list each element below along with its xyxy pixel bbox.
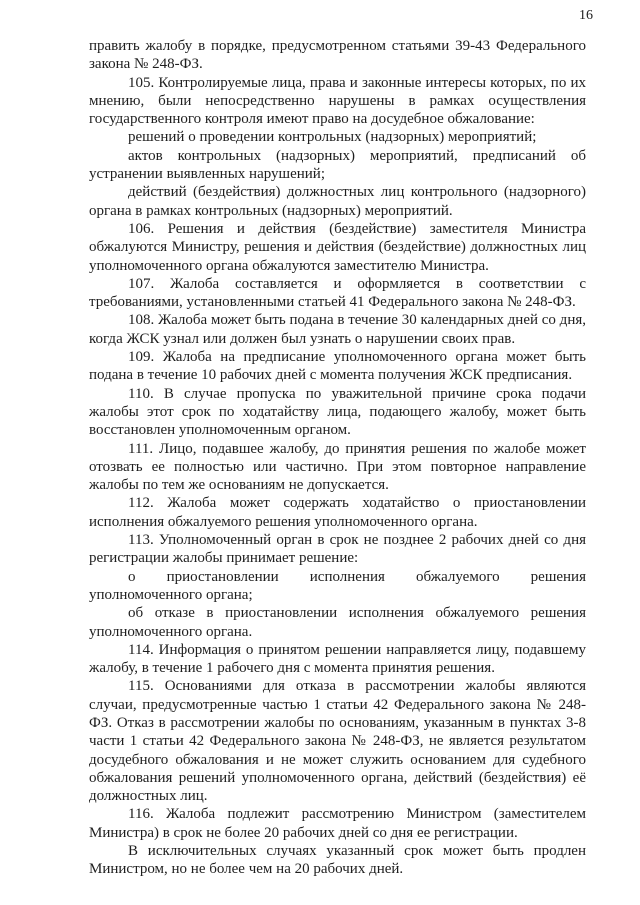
paragraph-107: 107. Жалоба составляется и оформляется в соответствии с требованиями, установленными статьей 41 Федерального закона № 248-ФЗ. — [89, 275, 586, 311]
document-body — [89, 37, 586, 879]
paragraph-109: 109. Жалоба на предписание уполномоченного органа может быть подана в течение 10 рабочих дней с момента получения ЖСК предписания. — [89, 349, 586, 384]
paragraph-105: 105. Контролируемые лица, права и законные интересы которых, по их мнению, были непосредственно нарушены в рамках осуществления государственного контроля имеют право на досудебное обжалование: — [89, 74, 586, 128]
paragraph-113-item-refuse: об отказе в приостановлении исполнения обжалуемого решения уполномоченного органа. — [89, 605, 586, 640]
paragraph-108: 108. Жалоба может быть подана в течение 30 календарных дней со дня, когда ЖСК узнал или должен был узнать о нарушении своих прав. — [89, 312, 586, 347]
page-number: 16 — [579, 8, 593, 23]
paragraph-113-item-suspend: о приостановлении исполнения обжалуемого решения уполномоченного органа; — [89, 568, 586, 603]
paragraph-116-extension: В исключительных случаях указанный срок может быть продлен Министром, но не более чем на 20 рабочих дней. — [89, 843, 586, 878]
paragraph-111: 111. Лицо, подавшее жалобу, до принятия решения по жалобе может отозвать ее полностью или частично. При этом повторное направление жалобы по тем же основаниям не допускается. — [89, 440, 586, 494]
paragraph-116: 116. Жалоба подлежит рассмотрению Министром (заместителем Министра) в срок не более 20 рабочих дней со дня ее регистрации. — [89, 806, 586, 841]
paragraph-112: 112. Жалоба может содержать ходатайство о приостановлении исполнения обжалуемого решения уполномоченного органа. — [89, 495, 586, 530]
paragraph-105-item-decisions: решений о проведении контрольных (надзорных) мероприятий; — [128, 129, 537, 146]
paragraph-113: 113. Уполномоченный орган в срок не позднее 2 рабочих дней со дня регистрации жалобы принимает решение: — [89, 532, 586, 567]
paragraph-115: 115. Основаниями для отказа в рассмотрении жалобы являются случаи, предусмотренные частью 1 статьи 42 Федерального закона № 248-ФЗ. Отказ в рассмотрении жалобы по основаниям, указанным в пунктах 3-8 части 1 статьи 42 Федерального закона № 248-ФЗ, не является результатом досудебного обжалования и не может служить основанием для судебного обжалования решений уполномоченного органа, действий (бездействия) её должностных лиц. — [89, 678, 586, 805]
paragraph-114: 114. Информация о принятом решении направляется лицу, подавшему жалобу, в течение 1 рабочего дня с момента принятия решения. — [89, 641, 586, 677]
paragraph-110: 110. В случае пропуска по уважительной причине срока подачи жалобы этот срок по ходатайству лица, подающего жалобу, может быть восстановлен уполномоченным органом. — [89, 385, 586, 439]
paragraph-continuation: править жалобу в порядке, предусмотренном статьями 39-43 Федерального закона № 248-ФЗ. — [89, 38, 586, 73]
paragraph-105-item-acts: актов контрольных (надзорных) мероприятий, предписаний об устранении выявленных нарушений; — [89, 147, 586, 183]
paragraph-106: 106. Решения и действия (бездействие) заместителя Министра обжалуются Министру, решения и действия (бездействие) должностных лиц уполномоченного органа обжалуются заместителю Министра. — [89, 220, 586, 274]
paragraph-105-item-actions: действий (бездействия) должностных лиц контрольного (надзорного) органа в рамках контрольных (надзорных) мероприятий. — [89, 184, 586, 219]
